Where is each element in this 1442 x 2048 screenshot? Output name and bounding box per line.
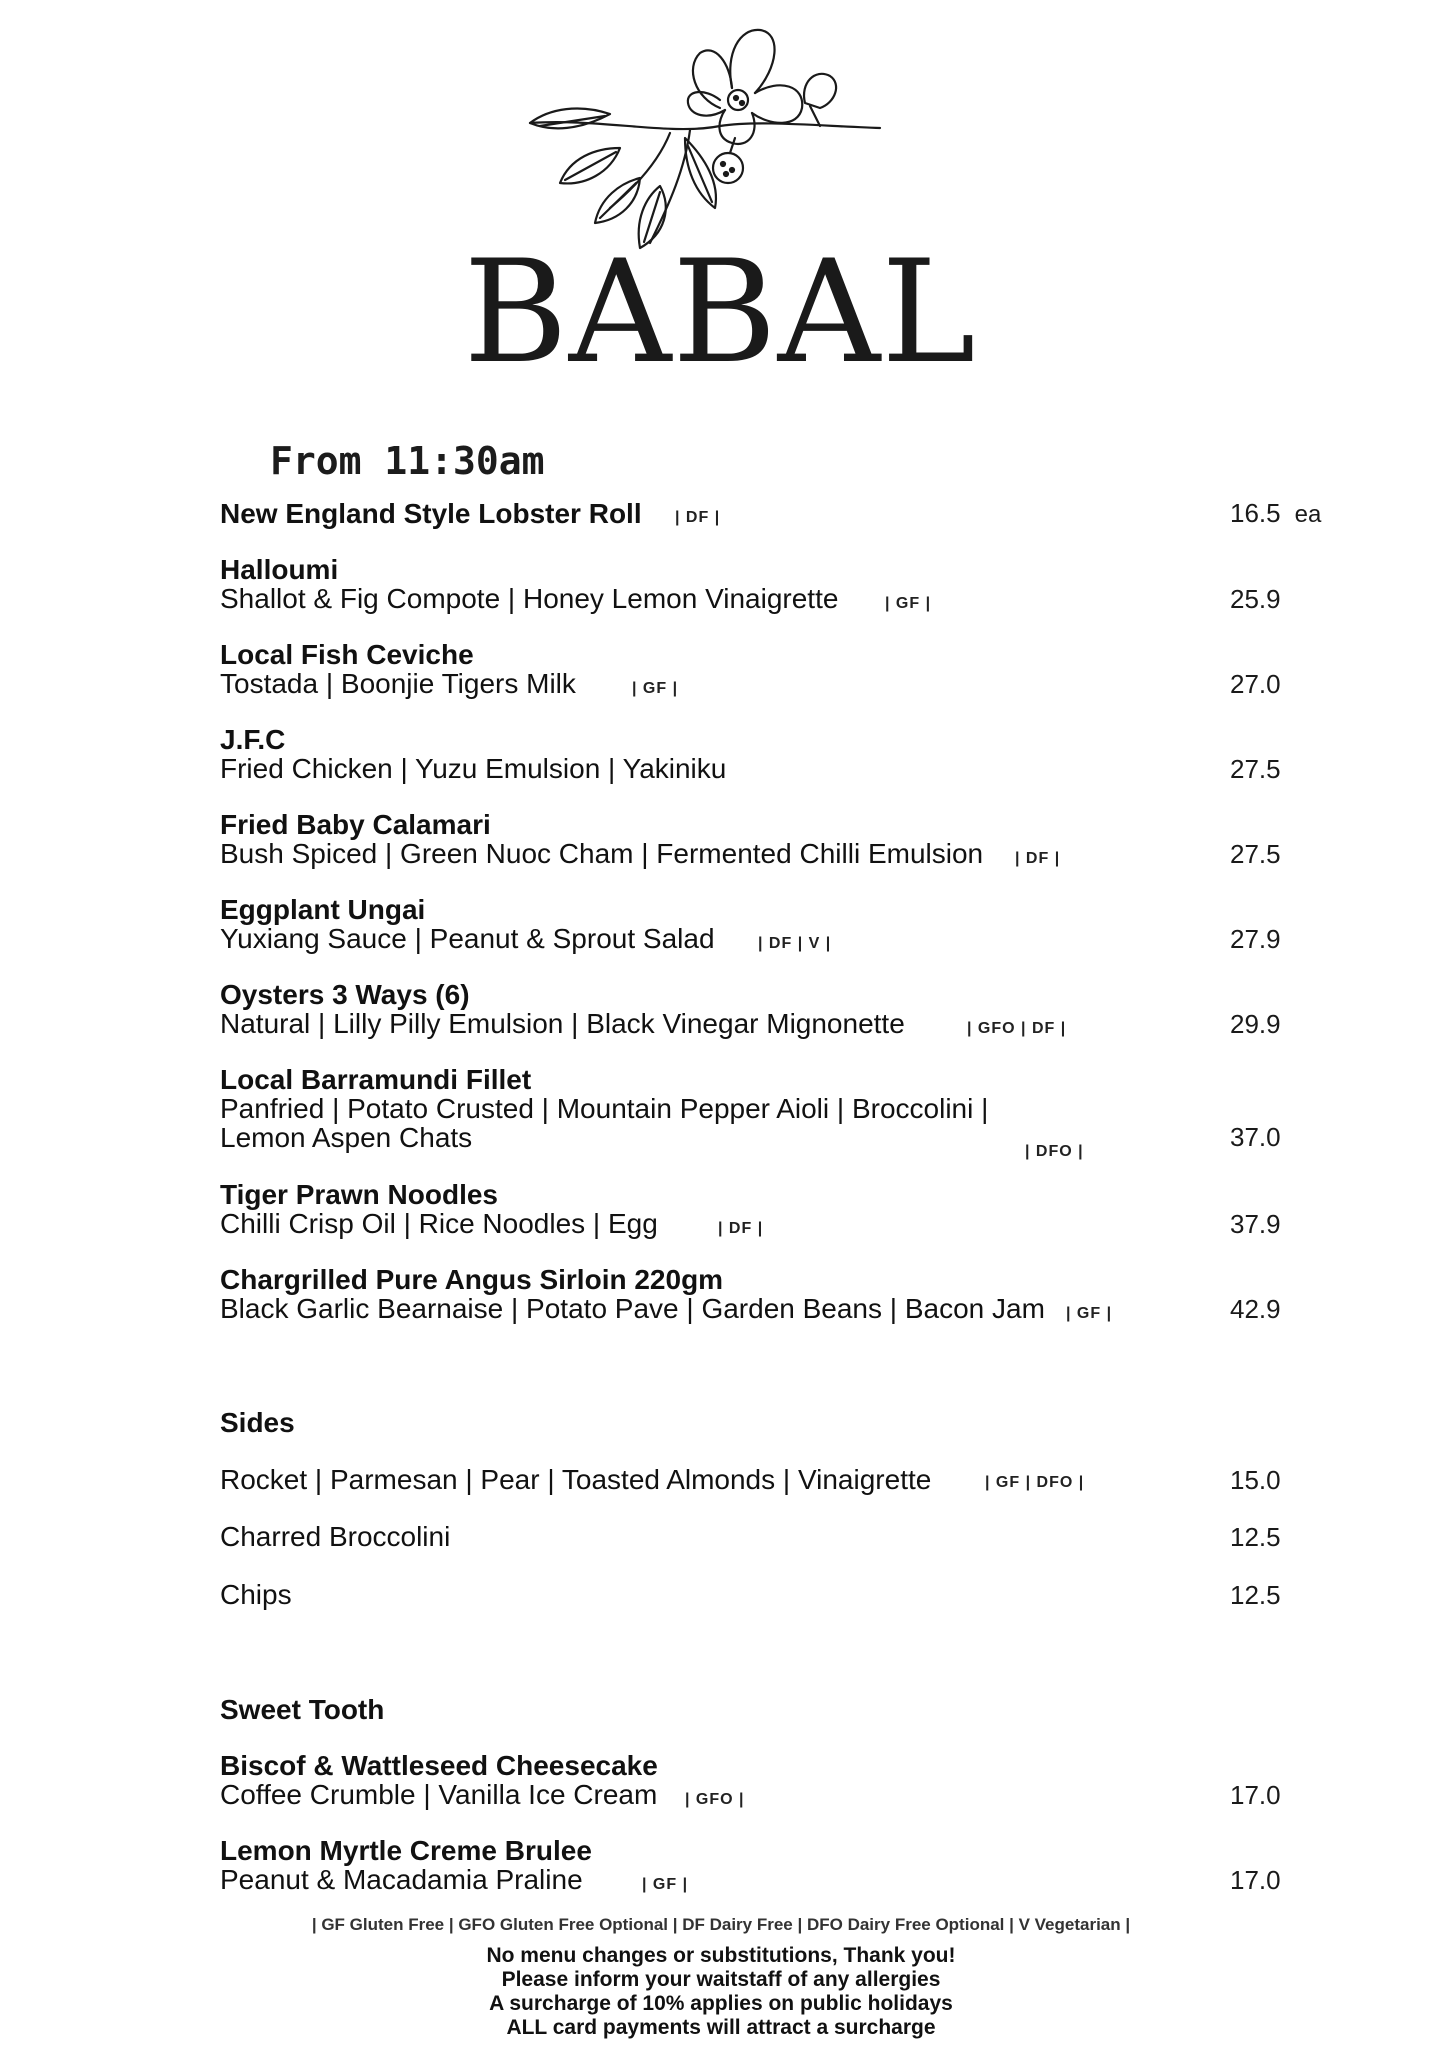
footer-line: ALL card payments will attract a surcharge [506, 2016, 936, 2039]
price-value: 27.0 [1230, 669, 1281, 699]
footer-notes [0, 1944, 1442, 2040]
side-item-name: Chips [220, 1579, 292, 1610]
menu-item [220, 981, 1350, 1038]
menu-item-description: Lemon Aspen Chats [220, 1122, 473, 1153]
menu-item-description: Natural | Lilly Pilly Emulsion | Black Vinegar Mignonette [220, 1008, 905, 1039]
dietary-tag: | GF | DFO | [985, 1474, 1085, 1491]
price-value: 37.0 [1230, 1122, 1281, 1152]
side-item-price: 12.5 [1230, 1522, 1281, 1552]
section-title-sides: Sides [220, 1407, 295, 1438]
menu-item-description: Bush Spiced | Green Nuoc Cham | Fermented Chilli Emulsion [220, 838, 984, 869]
menu-item-description: Black Garlic Bearnaise | Potato Pave | Garden Beans | Bacon Jam [220, 1293, 1045, 1324]
dessert-item-description: Coffee Crumble | Vanilla Ice Cream [220, 1779, 658, 1810]
menu-item-price [1230, 1122, 1281, 1152]
dessert-item-price: 17.0 [1230, 1865, 1281, 1895]
menu-item-description: Shallot & Fig Compote | Honey Lemon Vinaigrette [220, 583, 839, 614]
dietary-tag: | GF | [885, 595, 932, 612]
flower-branch-icon [520, 8, 900, 258]
price-value: 27.9 [1230, 924, 1281, 954]
menu-item [220, 1064, 1350, 1160]
menu-item-name: Eggplant Ungai [220, 894, 426, 925]
dietary-tag: | DFO | [1025, 1143, 1084, 1160]
menu-item [220, 726, 1350, 783]
price-value: 16.5 [1230, 498, 1281, 528]
footer-line: Please inform your waitstaff of any allergies [501, 1968, 941, 1991]
dietary-legend: | GF Gluten Free | GFO Gluten Free Optional | DF Dairy Free | DFO Dairy Free Optional | V Vegetarian | [311, 1915, 1131, 1934]
side-item-name: Rocket | Parmesan | Pear | Toasted Almonds | Vinaigrette [220, 1464, 932, 1495]
menu-item-name: Oysters 3 Ways (6) [220, 979, 470, 1010]
service-time: From 11:30am [270, 439, 545, 483]
menu-item-price [1230, 584, 1281, 614]
menu-item-description: Tostada | Boonjie Tigers Milk [220, 668, 576, 699]
dietary-tag: | GF | [632, 680, 679, 697]
menu-item-name: Local Fish Ceviche [220, 639, 474, 670]
menu-item-price [1230, 839, 1281, 869]
menu-item [220, 556, 1350, 613]
menu-item-name: New England Style Lobster Roll [220, 498, 642, 529]
section-title-sweet-tooth: Sweet Tooth [220, 1694, 385, 1725]
menu-item-name: Chargrilled Pure Angus Sirloin 220gm [220, 1264, 724, 1295]
menu-item-description: Yuxiang Sauce | Peanut & Sprout Salad [220, 923, 715, 954]
menu-item-price [1230, 669, 1281, 699]
menu-item [220, 896, 1350, 953]
menu-item-name: J.F.C [220, 724, 286, 755]
brand-name: BABAL [463, 230, 977, 395]
menu-item-name: Fried Baby Calamari [220, 809, 491, 840]
price-value: 29.9 [1230, 1009, 1281, 1039]
dietary-tag: | DF | [675, 509, 721, 526]
side-item-price: 15.0 [1230, 1465, 1281, 1495]
side-item-price: 12.5 [1230, 1580, 1281, 1610]
dietary-tag: | DF | [1015, 850, 1061, 867]
menu-item-price [1230, 498, 1321, 530]
menu-item-price [1230, 924, 1281, 954]
menu-item-price [1230, 754, 1281, 784]
price-value: 27.5 [1230, 839, 1281, 869]
price-value: 27.5 [1230, 754, 1281, 784]
menu-item-description: Panfried | Potato Crusted | Mountain Pepper Aioli | Broccolini | [220, 1093, 989, 1124]
dessert-item-description: Peanut & Macadamia Praline [220, 1864, 583, 1895]
dessert-item [220, 1752, 1350, 1809]
price-unit: ea [1294, 501, 1322, 528]
dietary-tag: | GFO | DF | [967, 1020, 1067, 1037]
price-value: 37.9 [1230, 1209, 1281, 1239]
menu-item-name: Tiger Prawn Noodles [220, 1179, 498, 1210]
menu-item [220, 641, 1350, 698]
menu-item [220, 1181, 1350, 1238]
footer-line: A surcharge of 10% applies on public holidays [489, 1992, 953, 2015]
menu-item-price [1230, 1209, 1281, 1239]
menu-item-description: Fried Chicken | Yuzu Emulsion | Yakiniku [220, 753, 727, 784]
dietary-tag: | DF | V | [758, 935, 832, 952]
footer-line: No menu changes or substitutions, Thank you! [486, 1944, 956, 1967]
menu-item [220, 500, 1350, 528]
menu-item-price [1230, 1294, 1281, 1324]
dessert-item-price: 17.0 [1230, 1780, 1281, 1810]
menu-item-name: Halloumi [220, 554, 339, 585]
menu-item-price [1230, 1009, 1281, 1039]
dessert-item-name: Lemon Myrtle Creme Brulee [220, 1835, 592, 1866]
dessert-item [220, 1837, 1350, 1894]
menu-item [220, 1266, 1350, 1323]
menu-item-name: Local Barramundi Fillet [220, 1064, 532, 1095]
menu-item [220, 811, 1350, 868]
menu-item-description: Chilli Crisp Oil | Rice Noodles | Egg [220, 1208, 658, 1239]
price-value: 42.9 [1230, 1294, 1281, 1324]
dietary-tag: | GFO | [685, 1791, 745, 1808]
side-item-name: Charred Broccolini [220, 1521, 451, 1552]
dietary-tag: | GF | [642, 1876, 689, 1893]
price-value: 25.9 [1230, 584, 1281, 614]
dietary-tag: | GF | [1066, 1305, 1113, 1322]
dessert-item-name: Biscof & Wattleseed Cheesecake [220, 1750, 658, 1781]
dietary-tag: | DF | [718, 1220, 764, 1237]
